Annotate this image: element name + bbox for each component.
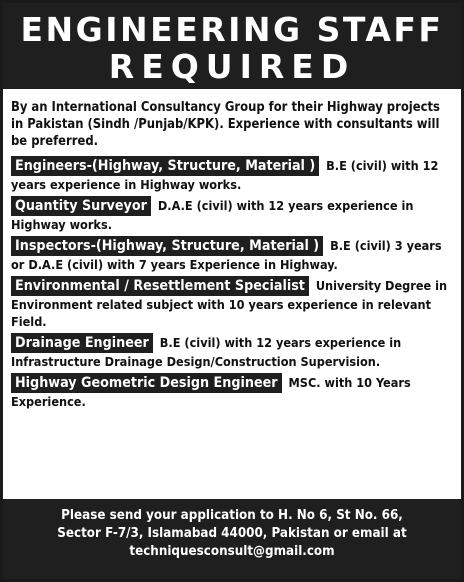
job-listing-environmental-specialist xyxy=(11,276,453,330)
footer-address-line-2: Sector F-7/3, Islamabad 44000, Pakistan or email at xyxy=(57,526,407,541)
job-listing-quantity-surveyor xyxy=(11,196,453,233)
job-title: Inspectors-(Highway, Structure, Material ) xyxy=(11,236,323,256)
ad-header xyxy=(3,3,461,89)
headline-subtitle: REQUIRED xyxy=(108,47,356,86)
job-title: Environmental / Resettlement Specialist xyxy=(11,276,309,296)
intro-paragraph: By an International Consultancy Group for their Highway projects in Pakistan (Sindh /Punjab/KPK). Experience with consultants will be preferred. xyxy=(11,100,440,149)
job-description: University Degree in Environment related subject with 10 years experience in relevant Field. xyxy=(11,278,448,329)
headline-title: ENGINEERING STAFF xyxy=(20,10,444,49)
ad-body xyxy=(3,89,461,410)
job-description: D.A.E (civil) with 12 years experience in Highway works. xyxy=(11,198,414,232)
job-title: Highway Geometric Design Engineer xyxy=(11,373,282,393)
job-description: MSC. with 10 Years Experience. xyxy=(11,375,411,409)
contact-email: techniquesconsult@gmail.com xyxy=(129,544,335,559)
job-listing-inspectors xyxy=(11,236,453,273)
footer-address-line-1: Please send your application to H. No 6, St No. 66, xyxy=(61,508,403,523)
job-description: B.E (civil) with 12 years experience in Highway works. xyxy=(11,158,439,192)
job-description: B.E (civil) with 12 years experience in Infrastructure Drainage Design/Construction Supervision. xyxy=(11,335,402,369)
job-title: Engineers-(Highway, Structure, Material ) xyxy=(11,156,319,176)
application-instructions xyxy=(3,499,461,579)
job-listing-drainage-engineer xyxy=(11,333,453,370)
job-description: B.E (civil) 3 years or D.A.E (civil) with 7 years Experience in Highway. xyxy=(11,238,442,272)
job-listing-engineers xyxy=(11,156,453,193)
job-title: Drainage Engineer xyxy=(11,333,153,353)
job-listing-geometric-design-engineer xyxy=(11,373,453,410)
job-title: Quantity Surveyor xyxy=(11,196,151,216)
